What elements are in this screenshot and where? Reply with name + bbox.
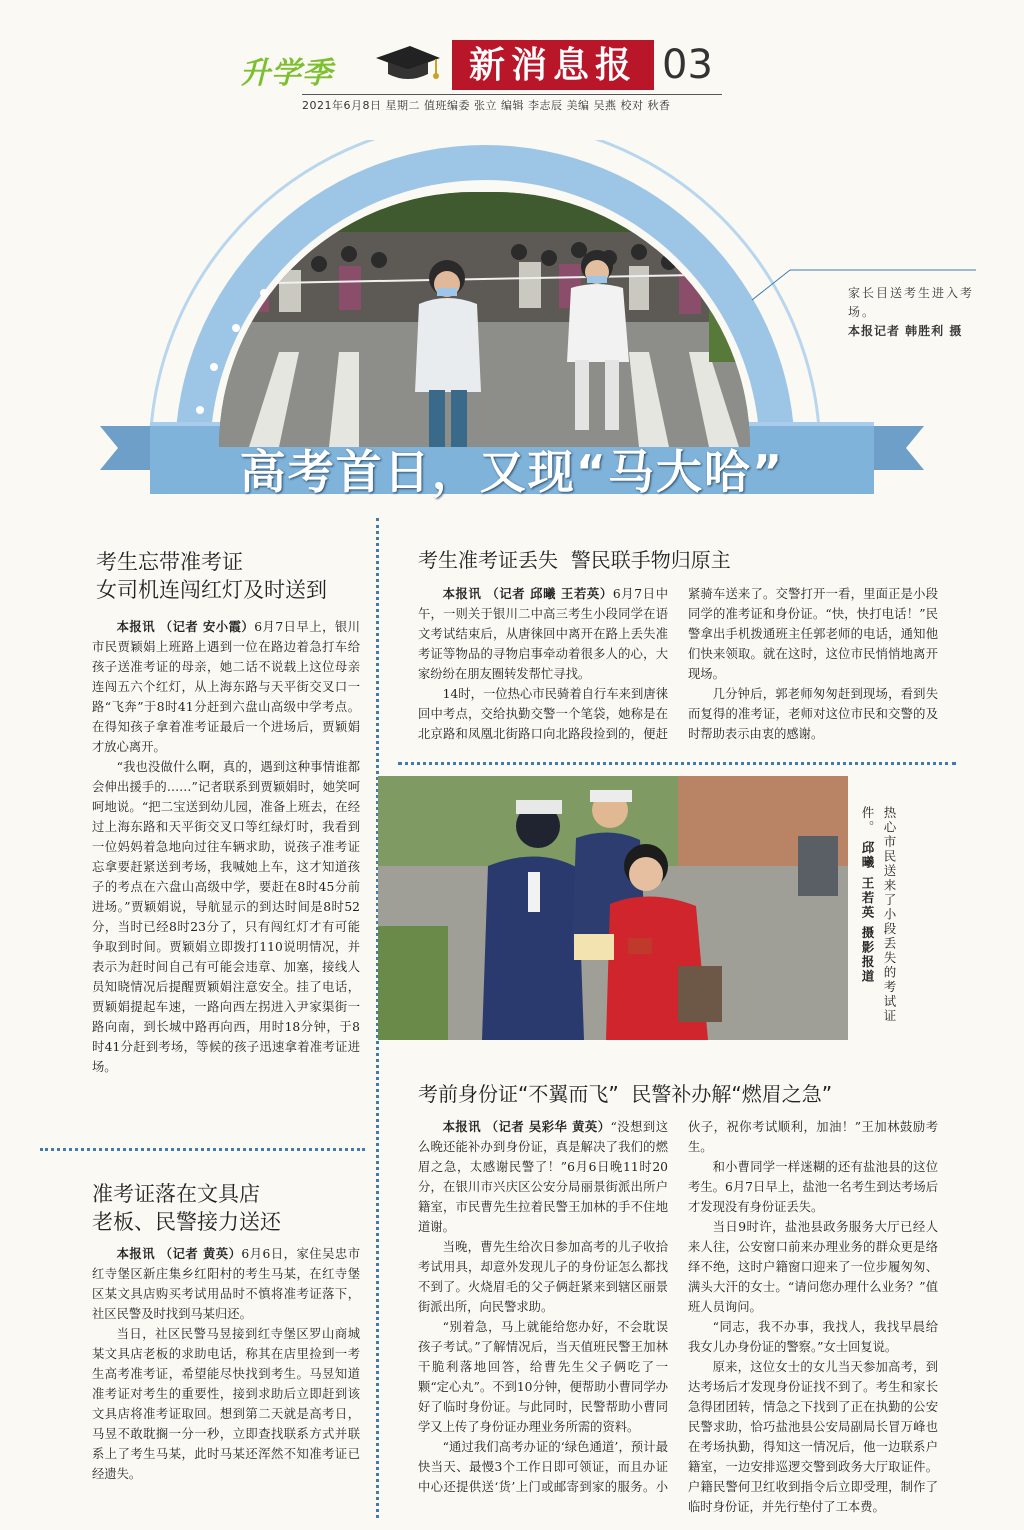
photo-credit: 本报记者 韩胜利 摄 [848, 324, 963, 338]
paragraph: 和小曹同学一样迷糊的还有盐池县的这位考生。6月7日早上，盐池一名考生到达考场后才发现没有身份证丢失。 [688, 1160, 938, 1214]
byline: 本报讯 （记者 吴彩华 黄英） [442, 1120, 611, 1134]
article-body [92, 1244, 360, 1484]
dateline: 2021年6月8日 星期二 值班编委 张立 编辑 李志辰 美编 吴燕 校对 秋香 [302, 94, 722, 113]
article-headline: 考前身份证“不翼而飞” 民警补办解“燃眉之急” [418, 1082, 833, 1106]
article-photo [378, 776, 848, 1040]
paragraph: 本报讯 （记者 黄英）6月6日，家住吴忠市红寺堡区新庄集乡红阳村的考生马某，在红寺堡区某文具店购买考试用品时不慎将准考证落下，社区民警及时找到马某归还。 [92, 1247, 360, 1321]
article-photo-caption [850, 806, 900, 1046]
paragraph: 当日9时许，盐池县政务服务大厅已经人来人往，公安窗口前来办理业务的群众更是络绎不绝，这时户籍窗口迎来了一位步履匆匆、满头大汗的女士。“请问您办理什么业务？”值班人员询问。 [688, 1220, 938, 1314]
headline-line: 考生忘带准考证 [96, 550, 243, 574]
headline-line: 女司机连闯红灯及时送到 [96, 578, 327, 602]
caption-text: 家长目送考生进入考场。 [848, 286, 975, 319]
byline: 本报讯 （记者 安小霞） [116, 620, 255, 634]
article-body [418, 1117, 938, 1517]
paragraph: 当晚，曹先生给次日参加高考的儿子收拾考试用具，却意外发现儿子的身份证怎么都找不到了。火烧眉毛的父子俩赶紧来到辖区丽景街派出所，向民警求助。 [418, 1240, 668, 1314]
paragraph: “通过我们高考办证的‘绿色通道’，预计最快当天、最慢3个工作日即可领证，而且办证中心还提供送‘货’上门或邮寄到家的服务。小伙子，祝你考试顺利，加油！”王加林鼓励考生。 [418, 1120, 938, 1494]
paragraph: 几分钟后，郭老师匆匆赶到现场，看到失而复得的准考证，老师对这位市民和交警的及时帮助表示由衷的感谢。 [688, 687, 938, 741]
section-divider [40, 1148, 365, 1151]
headline-line: 准考证落在文具店 [92, 1182, 260, 1206]
paragraph: 本报讯 （记者 邱曦 王若英）6月7日中午，一则关于银川二中高三考生小段同学在语文考试结束后，从唐徕回中离开在路上丢失准考证等物品的寻物启事牵动着很多人的心，大家纷纷在朋友圈转发帮忙寻找。 [418, 587, 668, 681]
article-body [92, 617, 360, 1077]
paragraph: 本报讯 （记者 安小霞）6月7日早上，银川市民贾颖娟上班路上遇到一位在路边着急打车给孩子送准考证的母亲，她二话不说载上这位母亲连闯五六个红灯，从上海东路与天平街交叉口一路“飞奔”于8时41分赶到六盘山高级中学考点。在得知孩子拿着准考证最后一个进场后，贾颖娟才放心离开。 [92, 620, 360, 754]
byline: 本报讯 （记者 邱曦 王若英） [442, 587, 613, 601]
section-logo: 升学季 [240, 56, 333, 91]
caption-text: 热心市民送来了小段丢失的考试证件。 [860, 806, 897, 1024]
article-headline [96, 548, 366, 604]
article-headline [92, 1180, 362, 1236]
page-number: 03 [662, 42, 713, 88]
article-headline: 考生准考证丢失 警民联手物归原主 [418, 548, 731, 572]
paragraph: 14时，一位热心市民骑着自行车来到唐徕回中考点，交给执勤交警一个笔袋，她称是在北京路和凤凰北街路口向北路段捡到的，便赶紧骑车送来了。交警打开一看，里面正是小段同学的准考证和身份证。“快，快打电话！”民警拿出手机拨通班主任郭老师的电话，通知他们快来领取。就在这时，这位市民悄悄地离开现场。 [418, 587, 938, 741]
byline: 本报讯 （记者 黄英） [116, 1247, 242, 1261]
article-body [418, 584, 938, 744]
section-divider [398, 762, 956, 765]
paragraph: 当日，社区民警马昱接到红寺堡区罗山商城某文具店老板的求助电话，称其在店里捡到一考生高考准考证，希望能尽快找到考生。马昱知道准考证对考生的重要性，接到求助后立即赶到该文具店将准考证取回。想到第二天就是高考日，马昱不敢耽搁一分一秒，立即查找联系方式并联系上了考生马某，此时马某还浑然不知准考证已经遗失。 [92, 1327, 360, 1481]
newspaper-name: 新消息报 [452, 40, 654, 90]
paragraph: 本报讯 （记者 吴彩华 黄英）“没想到这么晚还能补办到身份证，真是解决了我们的燃眉之急，太感谢民警了！”6月6日晚11时20分，在银川市兴庆区公安分局丽景街派出所户籍室，市民曹先生拉着民警王加林的手不住地道谢。 [418, 1120, 668, 1234]
paragraph: 原来，这位女士的女儿当天参加高考，到达考场后才发现身份证找不到了。考生和家长急得团团转，情急之下找到了正在执勤的公安民警求助，恰巧盐池县公安局副局长冒万峰也在考场执勤，得知这一情况后，他一边联系户籍室，一边安排巡逻交警到政务大厅取证件。户籍民警何卫红收到指令后立即受理，制作了临时身份证，并先行垫付了工本费。 [688, 1360, 938, 1514]
feature-photo-caption [848, 284, 998, 341]
paragraph: “同志，我不办事，我找人，我找早晨给我女儿办身份证的警察。”女士回复说。 [688, 1320, 938, 1354]
feature-title: 高考首日，又现“马大哈” [239, 445, 785, 499]
paragraph: “我也没做什么啊，真的，遇到这种事情谁都会伸出援手的……”记者联系到贾颖娟时，她笑呵呵地说。“把二宝送到幼儿园，准备上班去，在经过上海东路和天平街交叉口等红绿灯时，我看到一位妈妈着急地向过往车辆求助，说孩子准考证忘拿要赶紧送到考场，我喊她上车，这才知道孩子的考点在六盘山高级中学，要赶在8时45分前进场。”贾颖娟说，导航显示的到达时间是8时52分，当时已经8时23分了，只有闯红灯才有可能争取到时间。贾颖娟立即拨打110说明情况，并表示为赶时间自己有可能会违章、加塞，接线人员知晓情况后提醒贾颖娟注意安全。挂了电话，贾颖娟提起车速，一路向西左拐进入尹家渠街一路向南，到长城中路再向西，用时18分钟，于8时41分赶到考场，等候的孩子迅速拿着准考证进场。 [92, 760, 360, 1074]
photo-credit: 邱曦 王若英 摄影报道 [860, 840, 875, 985]
paragraph: “别着急，马上就能给您办好，不会耽误孩子考试。”了解情况后，当天值班民警王加林干脆利落地回答，给曹先生父子俩吃了一颗“定心丸”。不到10分钟，便帮助小曹同学办好了临时身份证。与此同时，民警帮助小曹同学又上传了身份证办理业务所需的资料。 [418, 1320, 668, 1434]
headline-line: 老板、民警接力送还 [92, 1210, 281, 1234]
graduation-cap-icon [372, 40, 442, 84]
